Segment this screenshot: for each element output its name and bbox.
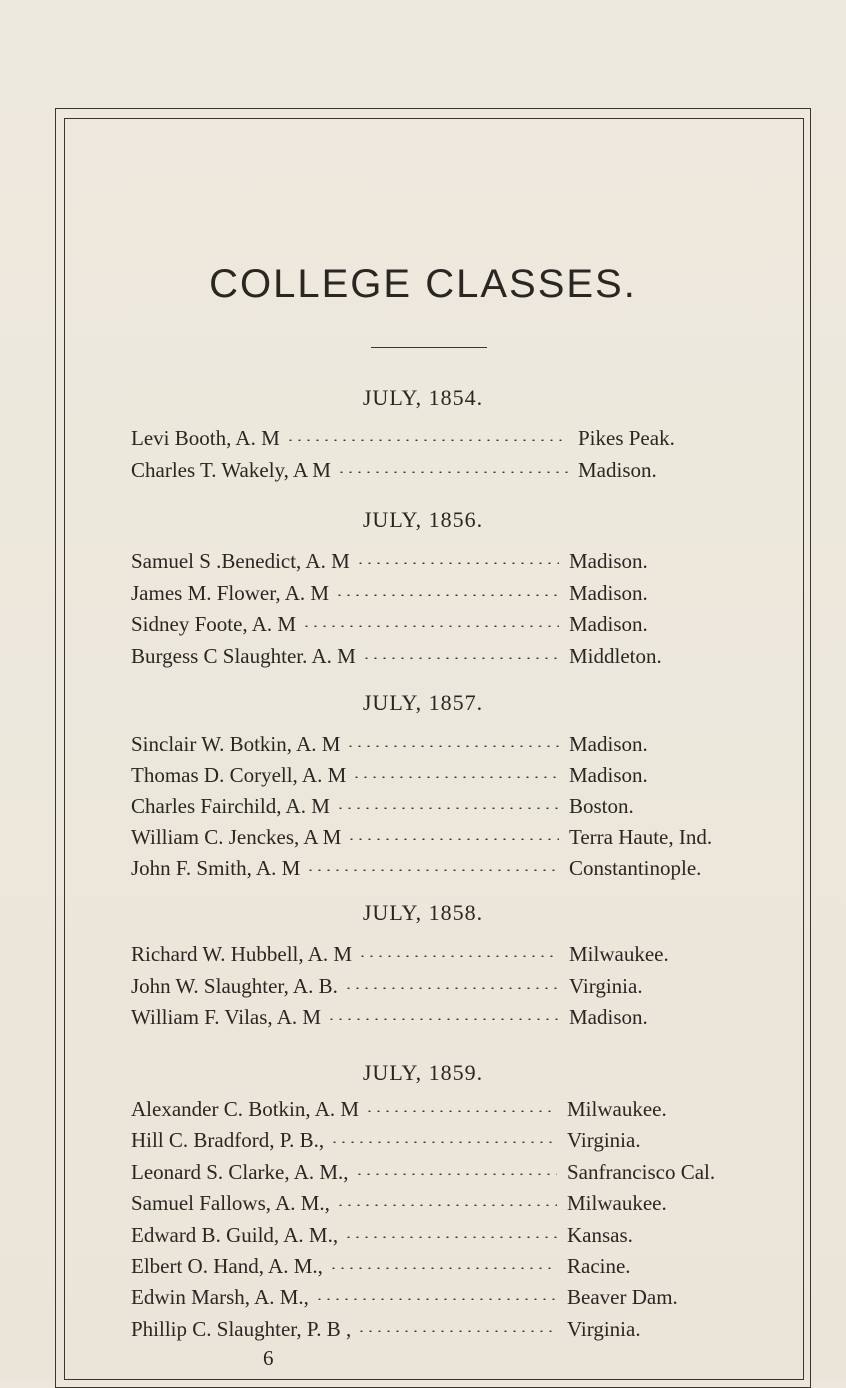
- page-title: COLLEGE CLASSES.: [209, 262, 637, 306]
- class-member-row: [131, 856, 791, 886]
- dot-leader: [344, 987, 559, 989]
- member-name: Burgess C Slaughter. A. M: [131, 643, 356, 668]
- member-place: Boston.: [569, 794, 634, 818]
- class-member-row: [131, 1285, 791, 1315]
- member-place: Virginia.: [569, 973, 643, 998]
- member-place: Racine.: [567, 1254, 631, 1278]
- member-place: Constantinople.: [569, 856, 702, 880]
- dot-leader: [330, 1141, 557, 1143]
- dot-leader: [357, 1330, 557, 1332]
- dot-leader: [344, 1236, 557, 1238]
- member-name: William F. Vilas, A. M: [131, 1005, 322, 1029]
- class-member-row: [131, 794, 791, 824]
- class-member-row: [131, 1191, 791, 1221]
- member-name: Phillip C. Slaughter, P. B ,: [131, 1316, 352, 1341]
- dot-leader: [329, 1267, 557, 1269]
- member-place: Virginia.: [567, 1316, 641, 1341]
- title-divider: [371, 347, 487, 348]
- dot-leader: [336, 807, 559, 809]
- member-name: Sidney Foote, A. M: [131, 612, 297, 636]
- dot-leader: [356, 562, 559, 564]
- member-name: John W. Slaughter, A. B.: [131, 973, 338, 998]
- class-member-row: [131, 1317, 791, 1347]
- member-place: Beaver Dam.: [567, 1285, 678, 1310]
- member-place: Virginia.: [567, 1128, 641, 1153]
- class-member-row: [131, 1223, 791, 1253]
- member-place: Milwaukee.: [567, 1097, 667, 1121]
- member-place: Madison.: [569, 1005, 648, 1029]
- dot-leader: [337, 471, 568, 473]
- member-place: Middleton.: [569, 643, 662, 668]
- member-name: Alexander C. Botkin, A. M: [131, 1097, 360, 1121]
- member-place: Madison.: [569, 549, 648, 573]
- class-heading: JULY, 1858.: [362, 900, 484, 925]
- class-heading: JULY, 1854.: [362, 385, 484, 410]
- dot-leader: [306, 869, 559, 871]
- member-name: Edward B. Guild, A. M.,: [131, 1222, 339, 1247]
- member-name: Charles T. Wakely, A M: [131, 457, 331, 482]
- member-name: Sinclair W. Botkin, A. M: [131, 732, 341, 756]
- class-member-row: [131, 1254, 791, 1284]
- class-member-row: [131, 1160, 791, 1190]
- class-member-row: [131, 549, 791, 579]
- member-place: Milwaukee.: [567, 1191, 667, 1216]
- member-place: Madison.: [569, 580, 648, 605]
- dot-leader: [302, 625, 559, 627]
- member-place: Terra Haute, Ind.: [569, 825, 713, 849]
- class-member-row: [131, 1005, 791, 1035]
- dot-leader: [362, 657, 559, 659]
- member-place: Milwaukee.: [569, 942, 669, 966]
- member-name: Levi Booth, A. M: [131, 426, 280, 450]
- member-name: Elbert O. Hand, A. M.,: [131, 1254, 323, 1278]
- class-member-row: [131, 458, 791, 488]
- dot-leader: [365, 1110, 557, 1112]
- class-heading: JULY, 1857.: [362, 690, 484, 715]
- class-member-row: [131, 612, 791, 642]
- member-name: Leonard S. Clarke, A. M.,: [131, 1159, 349, 1184]
- dot-leader: [336, 1204, 557, 1206]
- class-heading: JULY, 1856.: [362, 507, 484, 532]
- class-member-row: [131, 581, 791, 611]
- member-name: John F. Smith, A. M: [131, 856, 301, 880]
- dot-leader: [355, 1173, 557, 1175]
- dot-leader: [315, 1298, 557, 1300]
- dot-leader: [286, 439, 568, 441]
- class-member-row: [131, 1097, 791, 1127]
- member-place: Madison.: [569, 763, 648, 787]
- member-place: Madison.: [569, 612, 648, 636]
- dot-leader: [347, 838, 559, 840]
- class-member-row: [131, 974, 791, 1004]
- class-member-row: [131, 942, 791, 972]
- member-place: Madison.: [578, 457, 657, 482]
- member-place: Sanfrancisco Cal.: [567, 1159, 716, 1184]
- class-member-row: [131, 426, 791, 456]
- class-member-row: [131, 763, 791, 793]
- dot-leader: [327, 1018, 559, 1020]
- dot-leader: [335, 594, 559, 596]
- member-name: James M. Flower, A. M: [131, 580, 330, 605]
- class-member-row: [131, 732, 791, 762]
- member-place: Pikes Peak.: [578, 426, 675, 450]
- member-name: Thomas D. Coryell, A. M: [131, 763, 347, 787]
- dot-leader: [346, 745, 559, 747]
- class-member-row: [131, 825, 791, 855]
- member-name: William C. Jenckes, A M: [131, 825, 342, 849]
- member-place: Madison.: [569, 732, 648, 756]
- member-place: Kansas.: [567, 1222, 633, 1247]
- member-name: Samuel Fallows, A. M.,: [131, 1191, 330, 1216]
- page-number: 6: [263, 1346, 274, 1370]
- member-name: Charles Fairchild, A. M: [131, 794, 330, 818]
- dot-leader: [352, 776, 559, 778]
- dot-leader: [358, 955, 559, 957]
- class-heading: JULY, 1859.: [362, 1060, 484, 1085]
- member-name: Richard W. Hubbell, A. M: [131, 942, 353, 966]
- member-name: Hill C. Bradford, P. B.,: [131, 1128, 325, 1153]
- member-name: Edwin Marsh, A. M.,: [131, 1285, 309, 1310]
- class-member-row: [131, 644, 791, 674]
- member-name: Samuel S .Benedict, A. M: [131, 549, 350, 573]
- class-member-row: [131, 1128, 791, 1158]
